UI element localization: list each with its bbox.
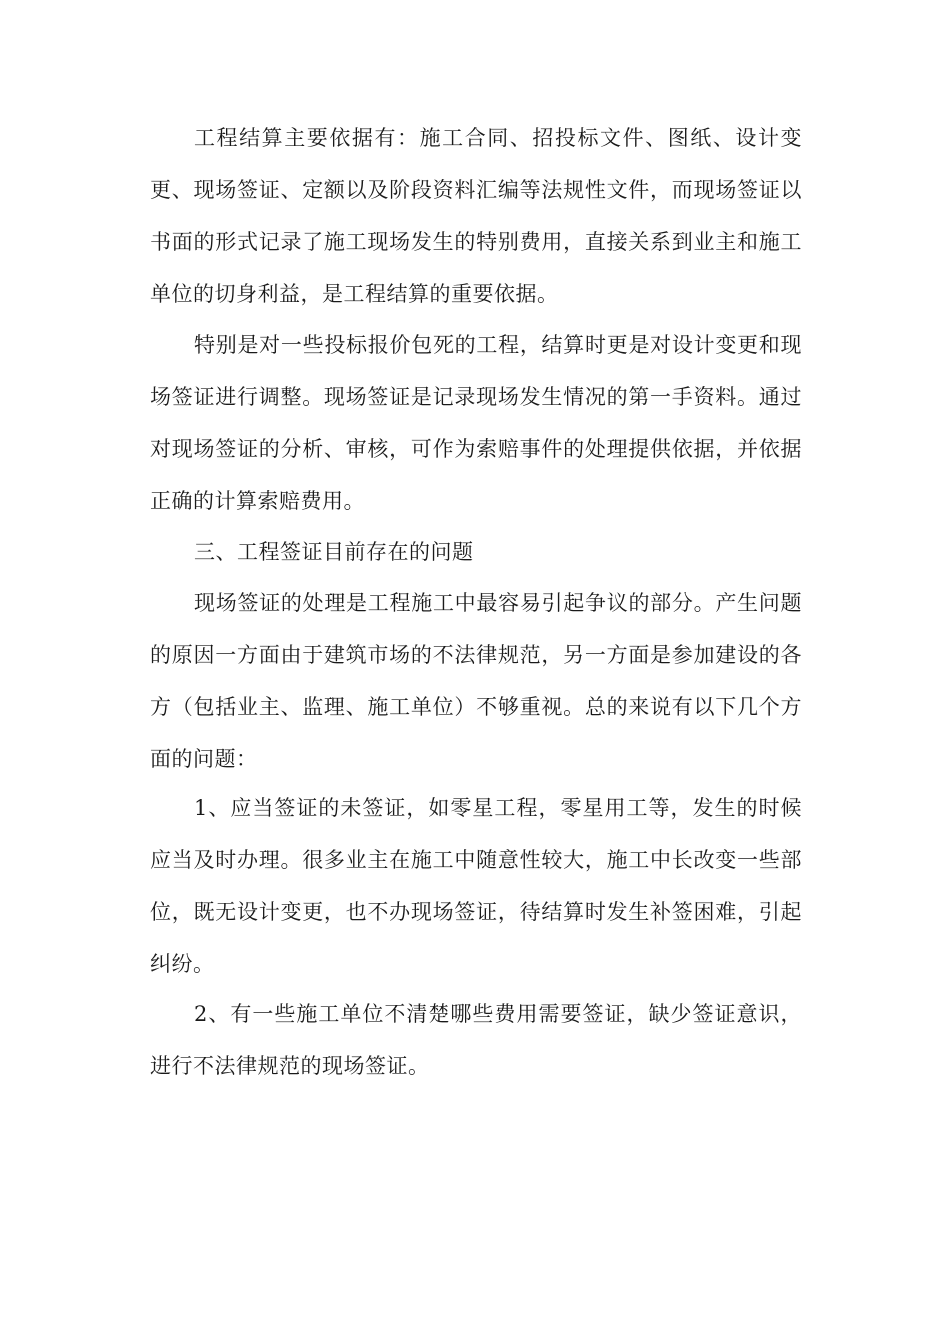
list-item-problem-1: 1、应当签证的未签证，如零星工程，零星用工等，发生的时候应当及时办理。很多业主在施工中随意性较大，施工中长改变一些部位，既无设计变更，也不办现场签证，待结算时发生补签困难，引起纠纷。 xyxy=(150,796,802,976)
paragraph-lump-sum-projects: 特别是对一些投标报价包死的工程，结算时更是对设计变更和现场签证进行调整。现场签证是记录现场发生情况的第一手资料。通过对现场签证的分析、审核，可作为索赔事件的处理提供依据，并依据正确的计算索赔费用。 xyxy=(150,333,802,513)
section-heading: 三、工程签证目前存在的问题 xyxy=(194,540,474,564)
paragraph-settlement-basis: 工程结算主要依据有：施工合同、招投标文件、图纸、设计变更、现场签证、定额以及阶段资料汇编等法规性文件，而现场签证以书面的形式记录了施工现场发生的特别费用，直接关系到业主和施工单位的切身利益，是工程结算的重要依据。 xyxy=(150,126,802,306)
paragraph-dispute-causes: 现场签证的处理是工程施工中最容易引起争议的部分。产生问题的原因一方面由于建筑市场的不法律规范，另一方面是参加建设的各方（包括业主、监理、施工单位）不够重视。总的来说有以下几个方面的问题： xyxy=(150,591,802,771)
list-item-problem-2: 2、有一些施工单位不清楚哪些费用需要签证，缺少签证意识，进行不法律规范的现场签证。 xyxy=(150,1002,802,1078)
